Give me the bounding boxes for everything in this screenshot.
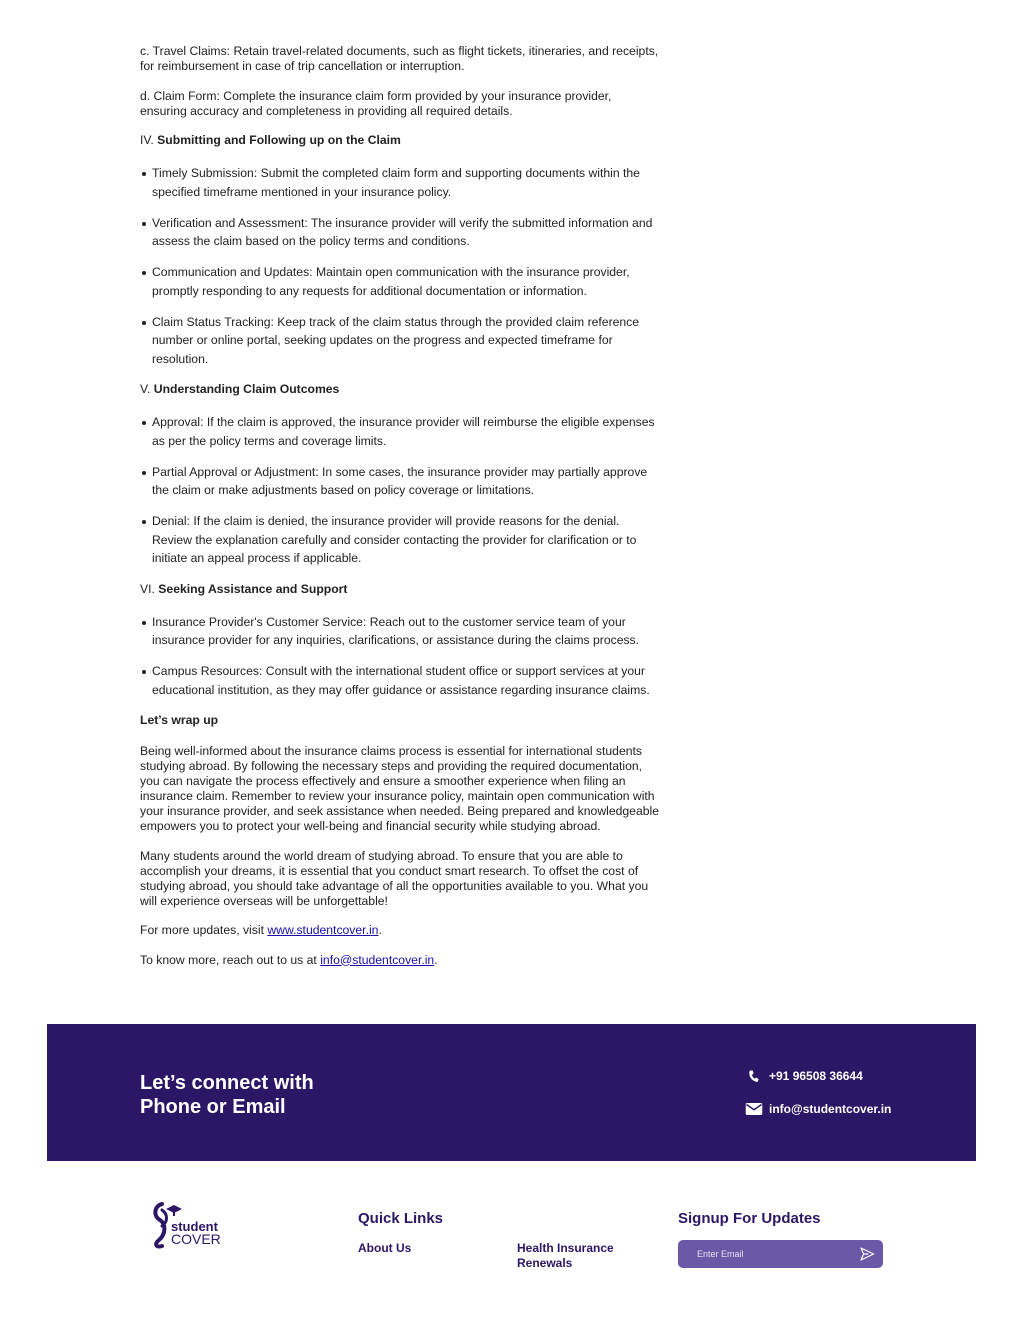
list-item: Partial Approval or Adjustment: In some cases, the insurance provider may partially approve the claim or make adjustments based on policy coverage or limitations.: [152, 463, 660, 500]
email-contact[interactable]: [745, 1101, 891, 1117]
assistance-list: [140, 613, 660, 700]
submitting-list: [140, 164, 660, 368]
email-link[interactable]: info@studentcover.in: [320, 952, 435, 967]
phone-contact[interactable]: [745, 1068, 863, 1084]
signup-title: Signup For Updates: [678, 1210, 821, 1227]
updates-prefix: For more updates, visit: [140, 923, 268, 937]
phone-number: +91 96508 36644: [769, 1069, 863, 1083]
wrap-up-paragraph: Being well-informed about the insurance claims process is essential for international students studying abroad. By following the necessary steps and providing the required documentation, you can navigate the process effectively and ensure a smoother experience when filing an insurance claim. Remember to review your insurance policy, maintain open communication with your insurance provider, and seek assistance when needed. Being prepared and knowledgeable empowers you to protect your well-being and financial security while studying abroad.: [140, 744, 659, 833]
section-number: IV.: [140, 133, 158, 147]
about-us-link[interactable]: About Us: [358, 1241, 412, 1255]
outcomes-list: [140, 413, 660, 568]
signup-form: [678, 1240, 883, 1268]
health-insurance-renewals-link[interactable]: Health Insurance Renewals: [517, 1241, 614, 1270]
contact-prefix: To know more, reach out to us at: [140, 952, 321, 967]
dream-paragraph: Many students around the world dream of studying abroad. To ensure that you are able to accomplish your dreams, it is essential that you conduct smart research. To offset the cost of studying abroad, you should take advantage of all the opportunities available to you. What you will experience overseas will be unforgettable!: [140, 848, 649, 908]
logo-text-bottom: COVER: [171, 1231, 221, 1247]
section-heading-assistance: [140, 582, 660, 597]
studentcover-logo[interactable]: [150, 1200, 230, 1250]
contact-line: [140, 953, 660, 968]
list-item: Approval: If the claim is approved, the insurance provider will reimburse the eligible expenses as per the policy terms and coverage limits.: [152, 413, 660, 450]
wrap-up-title: Let’s wrap up: [140, 713, 219, 727]
list-item: Campus Resources: Consult with the international student office or support services at your educational institution, as they may offer guidance or assistance regarding insurance claims.: [152, 662, 660, 699]
updates-suffix: .: [378, 923, 382, 937]
send-button[interactable]: [859, 1246, 875, 1262]
section-heading-submitting: [140, 133, 660, 148]
section-number: V.: [140, 382, 154, 396]
connect-title-line1: Let’s connect with: [140, 1072, 314, 1094]
signup-email-input[interactable]: [697, 1249, 847, 1259]
envelope-icon: [745, 1101, 763, 1117]
section-title: Understanding Claim Outcomes: [153, 382, 340, 396]
connect-banner: [47, 1024, 976, 1161]
list-item: Claim Status Tracking: Keep track of the claim status through the provided claim reference number or online portal, seeking updates on the progress and expected timeframe for resolution.: [152, 313, 660, 369]
section-title: Submitting and Following up on the Claim: [157, 133, 401, 147]
travel-claims-paragraph: c. Travel Claims: Retain travel-related documents, such as flight tickets, itineraries, and receipts, for reimbursement in case of trip cancellation or interruption.: [140, 44, 659, 73]
section-heading-outcomes: [140, 382, 660, 397]
email-address: info@studentcover.in: [769, 1102, 892, 1116]
connect-title: [140, 1071, 314, 1119]
claim-form-paragraph: d. Claim Form: Complete the insurance claim form provided by your insurance provider, ensuring accuracy and completeness in providing all required details.: [140, 88, 612, 118]
list-item: Timely Submission: Submit the completed claim form and supporting documents within the specified timeframe mentioned in your insurance policy.: [152, 164, 660, 201]
phone-icon: [745, 1068, 763, 1084]
send-icon: [859, 1246, 875, 1262]
quick-links-title: Quick Links: [358, 1210, 444, 1227]
section-number: VI.: [140, 581, 159, 596]
list-item: Denial: If the claim is denied, the insurance provider will provide reasons for the denial. Review the explanation carefully and consider contacting the provider for clarification or to initiate an appeal process if applicable.: [152, 512, 660, 568]
updates-line: [140, 923, 660, 938]
logo-text-top: student: [171, 1219, 218, 1234]
contact-suffix: .: [434, 952, 438, 967]
site-footer: [0, 1180, 1024, 1325]
article-body: [140, 44, 660, 982]
section-title: Seeking Assistance and Support: [158, 581, 348, 596]
website-link[interactable]: www.studentcover.in: [267, 923, 379, 937]
list-item: Insurance Provider's Customer Service: Reach out to the customer service team of your insurance provider for any inquiries, clarifications, or assistance during the claims process.: [152, 613, 660, 650]
list-item: Verification and Assessment: The insurance provider will verify the submitted information and assess the claim based on the policy terms and conditions.: [152, 214, 660, 251]
list-item: Communication and Updates: Maintain open communication with the insurance provider, promptly responding to any requests for additional documentation or information.: [152, 263, 660, 300]
connect-title-line2: Phone or Email: [140, 1096, 286, 1118]
